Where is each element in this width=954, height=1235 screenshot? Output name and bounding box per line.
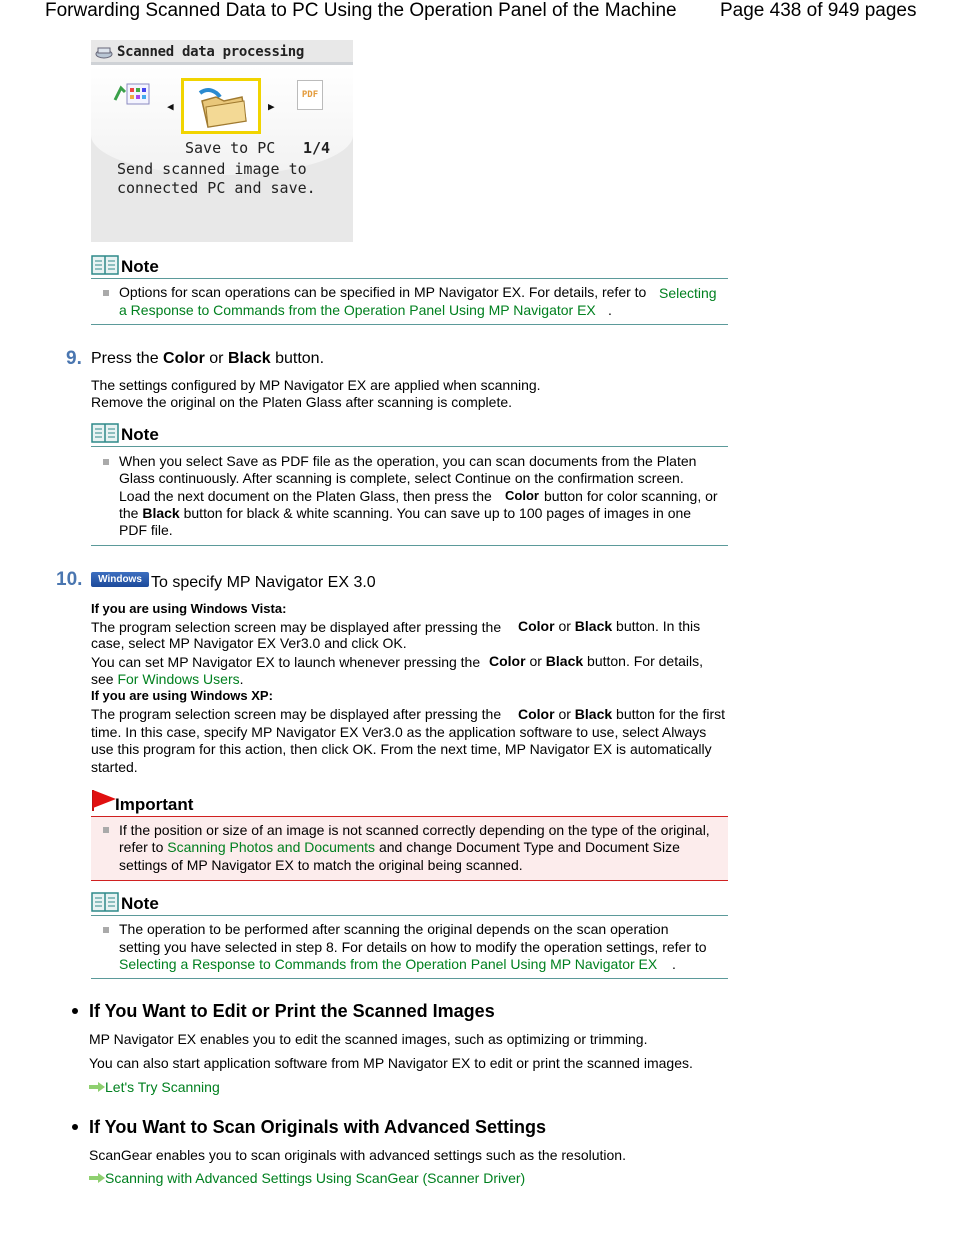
selected-option-frame: [181, 78, 261, 134]
step-9-number: 9.: [66, 348, 82, 369]
arrow-right-link-icon: [89, 1173, 105, 1183]
step-9-line1: The settings configured by MP Navigator EX are applied when scanning.: [91, 377, 541, 393]
folder-icon: [194, 85, 250, 129]
link-selecting-response[interactable]: Selecting: [659, 285, 717, 301]
note3-heading: Note: [121, 894, 159, 913]
section-advanced-heading: If You Want to Scan Originals with Advanced Settings: [89, 1117, 547, 1137]
windows-badge-icon: Windows: [91, 572, 149, 587]
lcd-title: Scanned data processing: [117, 44, 304, 60]
step-9-title: Press the Color or Black button.: [91, 350, 325, 367]
page-counter: Page 438 of 949 pages: [720, 0, 917, 21]
note1-text: Options for scan operations can be specified in MP Navigator EX. For details, refer to: [119, 284, 647, 300]
note2-heading: Note: [121, 425, 159, 444]
note-book-icon: [91, 422, 119, 444]
arrow-left-icon: ◀: [167, 100, 174, 113]
note1-heading: Note: [121, 257, 159, 276]
vista-heading: If you are using Windows Vista:: [91, 601, 287, 616]
lcd-counter: 1/4: [303, 139, 331, 157]
arrow-right-icon: ▶: [268, 100, 275, 113]
lcd-desc-line1: Send scanned image to: [117, 160, 307, 178]
note-book-icon: [91, 891, 119, 913]
important-heading: Important: [115, 795, 194, 814]
link-selecting-response-2[interactable]: Selecting a Response to Commands from the Operation Panel Using MP Navigator EX: [119, 956, 658, 972]
lcd-selected-label: Save to PC: [185, 139, 276, 157]
link-lets-try-scanning[interactable]: Let's Try Scanning: [105, 1079, 220, 1095]
xp-heading: If you are using Windows XP:: [91, 688, 273, 703]
bullet-dot: [72, 1124, 78, 1130]
link-selecting-response-cont[interactable]: a Response to Commands from the Operation Panel Using MP Navigator EX: [119, 302, 596, 318]
step-10-title: To specify MP Navigator EX 3.0: [151, 574, 376, 591]
pdf-icon: PDF: [297, 80, 323, 110]
arrow-right-link-icon: [89, 1082, 105, 1092]
important-flag-icon: [91, 788, 117, 812]
lcd-desc-line2: connected PC and save.: [117, 179, 316, 197]
bullet-dot: [72, 1008, 78, 1014]
step-10-number: 10.: [56, 569, 83, 590]
lcd-screen: [91, 40, 353, 242]
section-edit-print-heading: If You Want to Edit or Print the Scanned Images: [89, 1001, 495, 1021]
link-for-windows-users[interactable]: For Windows Users: [117, 671, 240, 687]
note-book-icon: [91, 254, 119, 276]
print-to-app-icon: [113, 82, 153, 108]
scanner-icon: [95, 44, 113, 60]
link-scanning-photos-documents[interactable]: Scanning Photos and Documents: [167, 839, 376, 855]
step-9-line2: Remove the original on the Platen Glass after scanning is complete.: [91, 394, 513, 410]
document-title: Forwarding Scanned Data to PC Using the Operation Panel of the Machine: [45, 0, 677, 21]
link-scangear-advanced[interactable]: Scanning with Advanced Settings Using ScanGear (Scanner Driver): [105, 1170, 526, 1186]
